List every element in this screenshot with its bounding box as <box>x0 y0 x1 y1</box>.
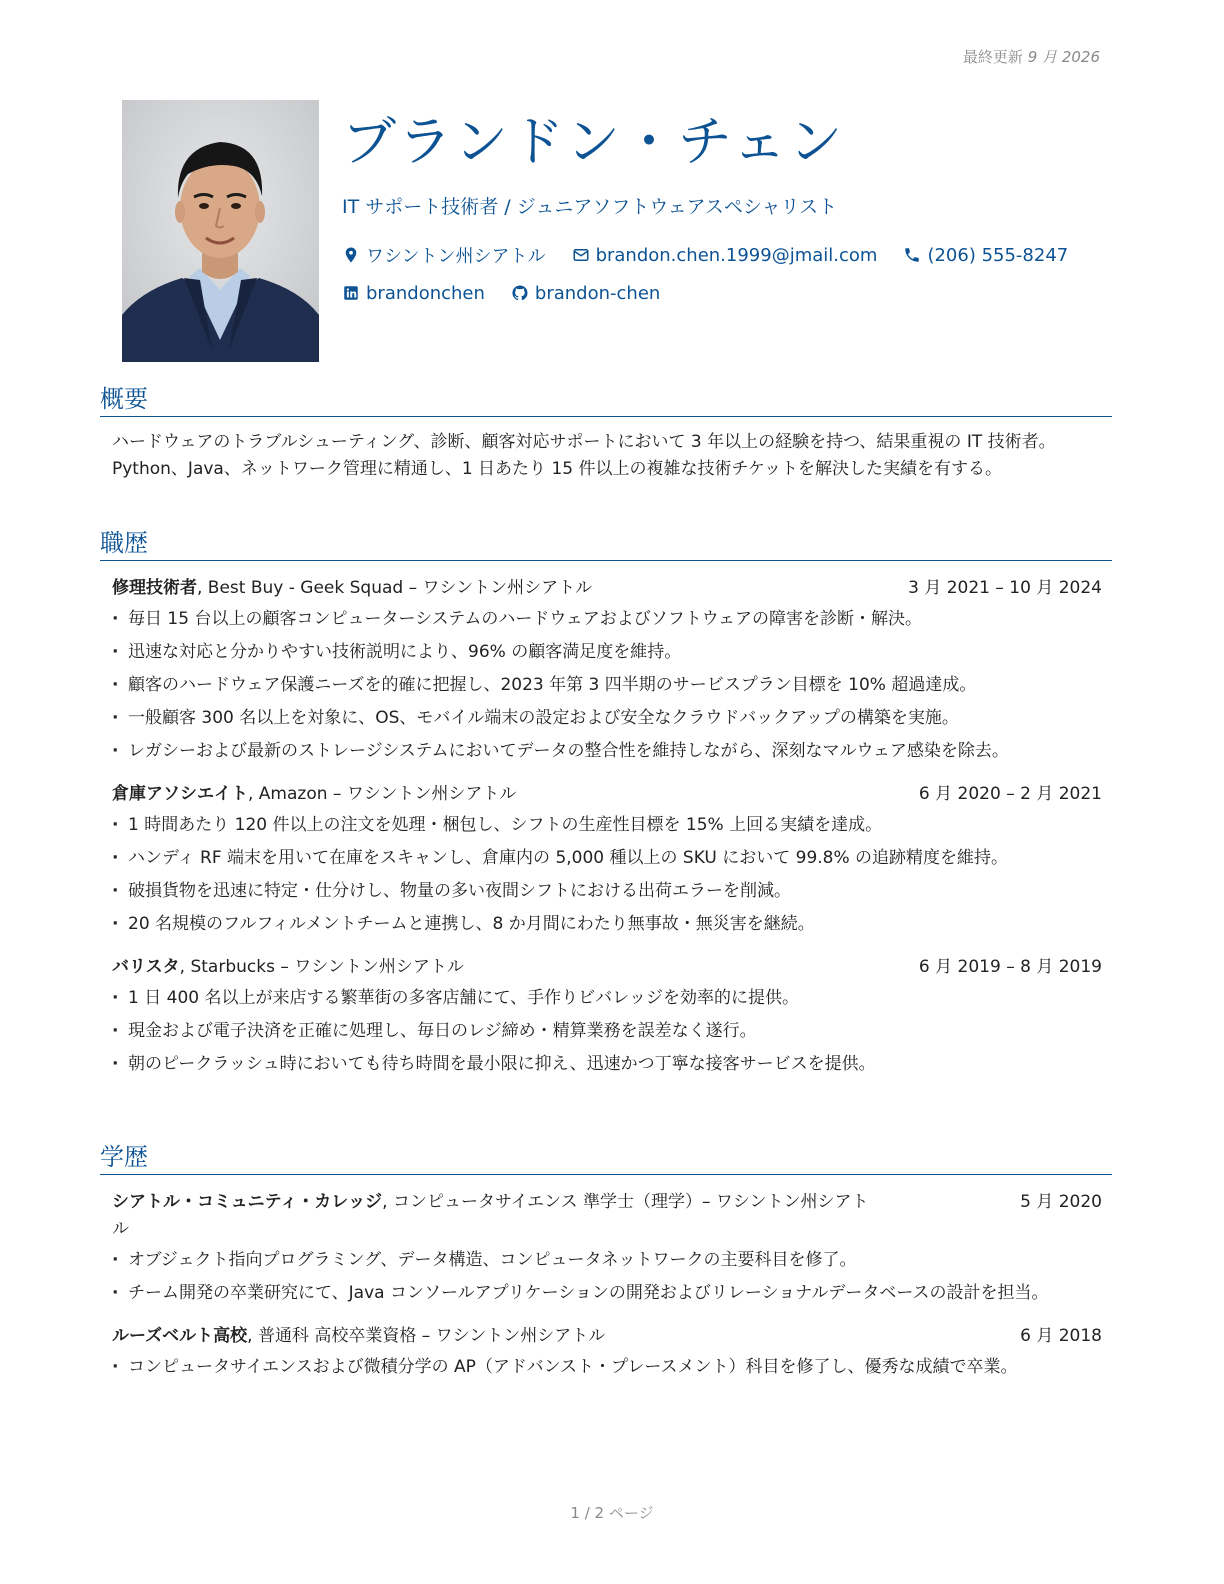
job-header <box>112 575 1102 602</box>
school-name: シアトル・コミュニティ・カレッジ <box>112 1192 383 1212</box>
job-org: , Starbucks – ワシントン州シアトル <box>179 957 464 977</box>
job-date: 3 月 2021 – 10 月 2024 <box>908 578 1102 598</box>
contact-row-1 <box>342 243 1112 267</box>
linkedin-link[interactable]: brandonchen <box>366 282 485 304</box>
job-org: , Best Buy - Geek Squad – ワシントン州シアトル <box>197 578 593 598</box>
linkedin-icon <box>342 284 360 302</box>
school-header <box>112 1189 1102 1243</box>
email-link[interactable]: brandon.chen.1999@jmail.com <box>595 244 878 266</box>
bullet-item: · 一般顧客 300 名以上を対象に、OS、モバイル端末の設定および安全なクラウドバックアップの構築を実施。 <box>112 705 1102 732</box>
envelope-icon <box>572 246 590 264</box>
school-header <box>112 1323 1102 1350</box>
github-icon <box>511 284 529 302</box>
job-bullets <box>112 812 1102 938</box>
experience-section <box>100 528 1112 1084</box>
contact-info <box>342 243 1112 305</box>
school-bullets <box>112 1247 1102 1307</box>
bullet-item: · 現金および電子決済を正確に処理し、毎日のレジ締め・精算業務を誤差なく遂行。 <box>112 1018 1102 1045</box>
location-pin-icon <box>342 246 360 264</box>
bullet-item: · 毎日 15 台以上の顧客コンピューターシステムのハードウェアおよびソフトウェアの障害を診断・解決。 <box>112 606 1102 633</box>
school-date: 6 月 2018 <box>1020 1326 1102 1346</box>
contact-location <box>342 242 546 268</box>
contact-linkedin[interactable] <box>342 283 485 304</box>
phone-icon <box>903 246 921 264</box>
job-entry <box>112 781 1102 938</box>
school-date: 5 月 2020 <box>1020 1192 1102 1212</box>
school-bullets <box>112 1354 1102 1381</box>
bullet-item: · 朝のピークラッシュ時においても待ち時間を最小限に抑え、迅速かつ丁寧な接客サービスを提供。 <box>112 1051 1102 1078</box>
job-title: IT サポート技術者 / ジュニアソフトウェアスペシャリスト <box>342 196 838 218</box>
education-section <box>100 1142 1112 1387</box>
bullet-item: · コンピュータサイエンスおよび微積分学の AP（アドバンスト・プレースメント）科目を修了し、優秀な成績で卒業。 <box>112 1354 1102 1381</box>
bullet-item: · レガシーおよび最新のストレージシステムにおいてデータの整合性を維持しながら、深刻なマルウェア感染を除去。 <box>112 738 1102 765</box>
contact-row-2 <box>342 281 1112 305</box>
education-heading: 学歴 <box>100 1142 1112 1175</box>
job-entry <box>112 954 1102 1078</box>
job-entry <box>112 575 1102 765</box>
experience-heading: 職歴 <box>100 528 1112 561</box>
contact-email[interactable] <box>572 245 878 266</box>
job-role: 修理技術者 <box>112 578 197 598</box>
job-bullets <box>112 606 1102 765</box>
bullet-item: · 顧客のハードウェア保護ニーズを的確に把握し、2023 年第 3 四半期のサービスプラン目標を 10% 超過達成。 <box>112 672 1102 699</box>
bullet-item: · 迅速な対応と分かりやすい技術説明により、96% の顧客満足度を維持。 <box>112 639 1102 666</box>
school-entry <box>112 1323 1102 1381</box>
job-header <box>112 781 1102 808</box>
school-detail: , 普通科 高校卒業資格 – ワシントン州シアトル <box>247 1326 606 1346</box>
bullet-item: · 20 名規模のフルフィルメントチームと連携し、8 か月間にわたり無事故・無災害を継続。 <box>112 911 1102 938</box>
last-updated-month: 9 月 <box>1027 48 1058 66</box>
summary-heading: 概要 <box>100 384 1112 417</box>
job-role: バリスタ <box>112 957 180 977</box>
job-org: , Amazon – ワシントン州シアトル <box>248 784 517 804</box>
header-text <box>342 110 1112 319</box>
phone-link[interactable]: (206) 555-8247 <box>927 244 1069 266</box>
candidate-name: ブランドン・チェン <box>342 110 845 173</box>
bullet-item: · オブジェクト指向プログラミング、データ構造、コンピュータネットワークの主要科目を修了。 <box>112 1247 1102 1274</box>
school-detail: , コンピュータサイエンス 準学士（理学）– ワシントン州シアトル <box>112 1192 869 1239</box>
page-number: 1 / 2 ページ <box>570 1504 654 1522</box>
contact-phone[interactable] <box>903 245 1068 266</box>
school-entry <box>112 1189 1102 1307</box>
last-updated-label: 最終更新 <box>962 48 1023 66</box>
bullet-item: · 破損貨物を迅速に特定・仕分けし、物量の多い夜間シフトにおける出荷エラーを削減。 <box>112 878 1102 905</box>
school-name: ルーズベルト高校 <box>112 1326 248 1346</box>
profile-photo <box>122 100 319 362</box>
github-link[interactable]: brandon-chen <box>534 282 661 304</box>
contact-github[interactable] <box>511 283 660 304</box>
bullet-item: · ハンディ RF 端末を用いて在庫をスキャンし、倉庫内の 5,000 種以上の SKU において 99.8% の追跡精度を維持。 <box>112 845 1102 872</box>
job-header <box>112 954 1102 981</box>
job-bullets <box>112 985 1102 1078</box>
last-updated <box>963 46 1100 67</box>
summary-section <box>100 384 1112 483</box>
bullet-item: · チーム開発の卒業研究にて、Java コンソールアプリケーションの開発およびリレーショナルデータベースの設計を担当。 <box>112 1280 1102 1307</box>
bullet-item: · 1 日 400 名以上が来店する繁華街の多客店舗にて、手作りビバレッジを効率的に提供。 <box>112 985 1102 1012</box>
last-updated-year: 2026 <box>1061 48 1100 66</box>
summary-text: ハードウェアのトラブルシューティング、診断、顧客対応サポートにおいて 3 年以上の経験を持つ、結果重視の IT 技術者。Python、Java、ネットワーク管理に精通し、1 日あたり 15 件以上の複雑な技術チケットを解決した実績を有する。 <box>112 432 1056 479</box>
resume-header <box>122 100 1112 362</box>
location-text: ワシントン州シアトル <box>366 246 546 267</box>
job-date: 6 月 2019 – 8 月 2019 <box>918 957 1102 977</box>
job-date: 6 月 2020 – 2 月 2021 <box>918 784 1102 804</box>
bullet-item: · 1 時間あたり 120 件以上の注文を処理・梱包し、シフトの生産性目標を 15% 上回る実績を達成。 <box>112 812 1102 839</box>
job-role: 倉庫アソシエイト <box>112 784 248 804</box>
